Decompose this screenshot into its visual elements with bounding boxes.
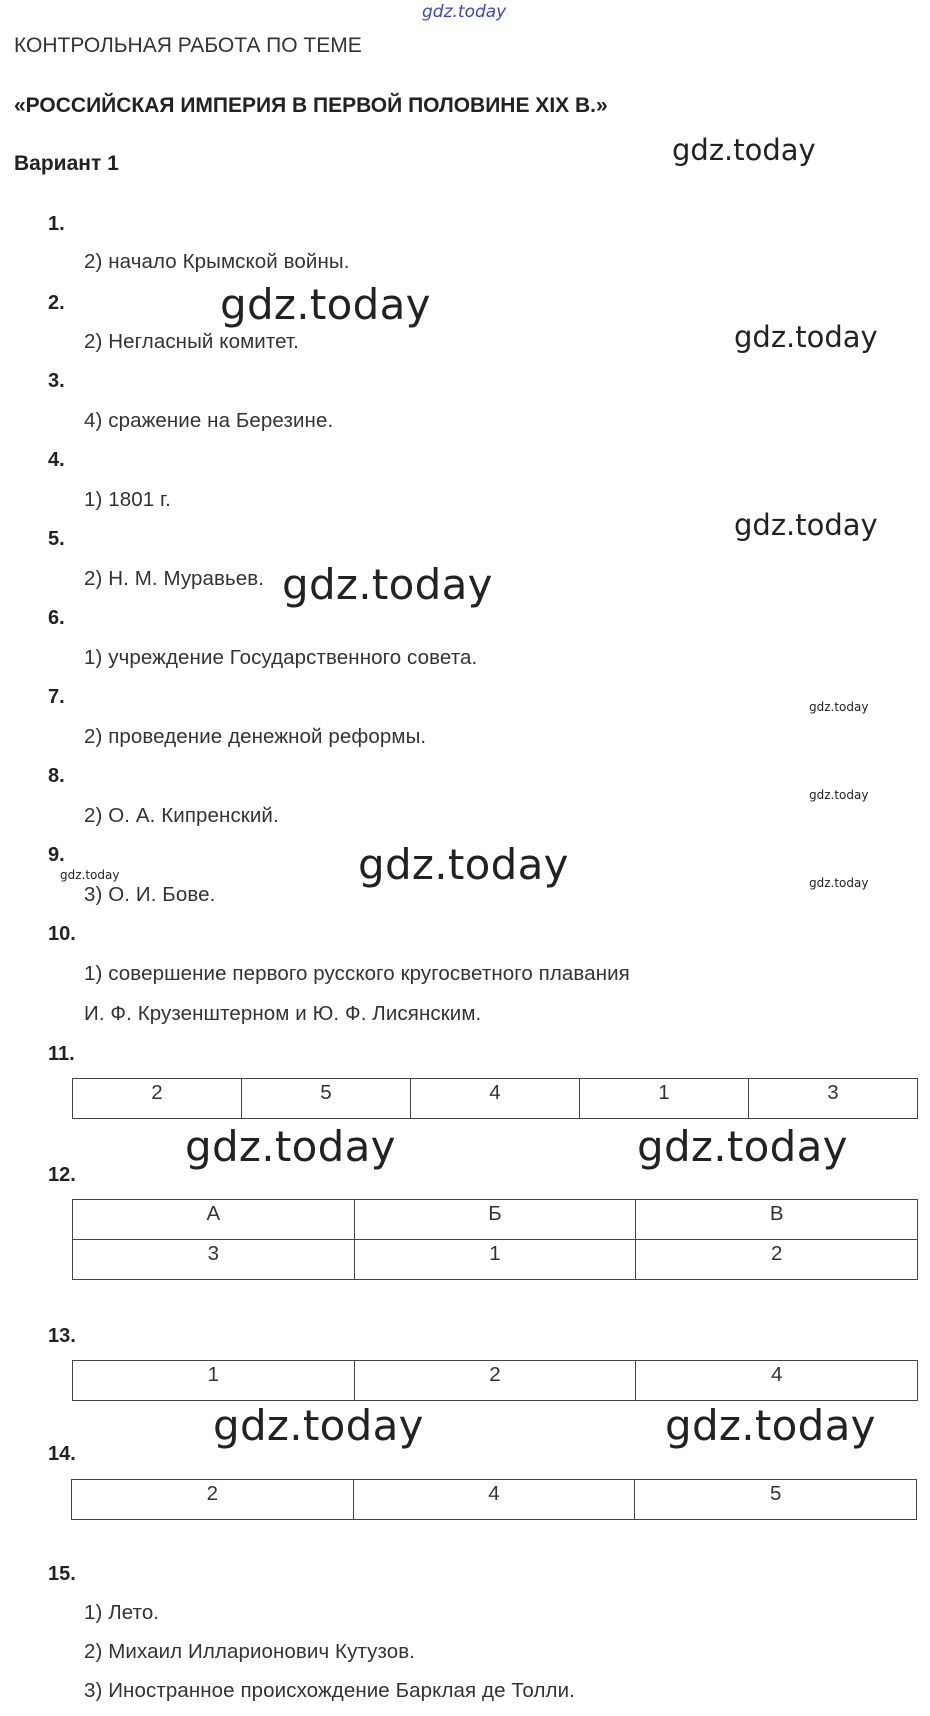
question-answer: 2) начало Крымской войны. xyxy=(84,250,350,273)
question-answer: 1) 1801 г. xyxy=(84,488,171,511)
question-answer-line: 1) совершение первого русского кругосветного плавания xyxy=(84,962,630,985)
watermark: gdz.today xyxy=(422,2,507,22)
question-number: 9. xyxy=(48,844,65,866)
question-number: 10. xyxy=(48,923,76,945)
question-answer: 4) сражение на Березине. xyxy=(84,409,334,432)
watermark: gdz.today xyxy=(220,280,431,329)
table-cell: 4 xyxy=(411,1079,580,1119)
question-answer-line: И. Ф. Крузенштерном и Ю. Ф. Лисянским. xyxy=(84,1002,482,1025)
table-cell: В xyxy=(636,1200,918,1240)
question-answer: 1) учреждение Государственного совета. xyxy=(84,646,478,669)
question-answer: 2) О. А. Кипренский. xyxy=(84,804,279,827)
table-cell: 1 xyxy=(580,1079,749,1119)
watermark: gdz.today xyxy=(637,1122,848,1171)
answer-table xyxy=(71,1479,917,1520)
table-cell: 4 xyxy=(353,1480,635,1520)
question-number: 3. xyxy=(48,370,65,392)
table-cell: 2 xyxy=(636,1240,918,1280)
watermark: gdz.today xyxy=(734,320,878,354)
table-cell: 2 xyxy=(72,1480,354,1520)
question-answer: 3) О. И. Бове. xyxy=(84,883,216,906)
question-number: 1. xyxy=(48,213,65,235)
question-number: 11. xyxy=(48,1043,75,1065)
question-number: 13. xyxy=(48,1325,76,1347)
table-cell: 2 xyxy=(354,1361,636,1401)
table-cell: 5 xyxy=(242,1079,411,1119)
question-number: 6. xyxy=(48,607,65,629)
page-title: «РОССИЙСКАЯ ИМПЕРИЯ В ПЕРВОЙ ПОЛОВИНЕ XIX В.» xyxy=(14,94,608,117)
question-number: 15. xyxy=(48,1563,76,1585)
table-cell: 1 xyxy=(73,1361,355,1401)
question-answer-line: 2) Михаил Илларионович Кутузов. xyxy=(84,1640,416,1663)
table-cell: А xyxy=(73,1200,355,1240)
watermark: gdz.today xyxy=(213,1401,424,1450)
answer-table xyxy=(72,1360,918,1401)
question-number: 5. xyxy=(48,528,65,550)
watermark: gdz.today xyxy=(60,868,120,882)
question-number: 12. xyxy=(48,1164,76,1186)
question-number: 4. xyxy=(48,449,65,471)
table-cell: 2 xyxy=(73,1079,242,1119)
watermark: gdz.today xyxy=(809,700,869,714)
question-number: 8. xyxy=(48,765,65,787)
watermark: gdz.today xyxy=(809,876,869,890)
watermark: gdz.today xyxy=(809,788,869,802)
question-number: 7. xyxy=(48,686,65,708)
answer-table xyxy=(72,1078,918,1119)
question-answer: 2) проведение денежной реформы. xyxy=(84,725,427,748)
table-cell: 1 xyxy=(354,1240,636,1280)
answer-table xyxy=(72,1199,918,1280)
question-answer: 2) Н. М. Муравьев. xyxy=(84,567,265,590)
variant-label: Вариант 1 xyxy=(14,152,119,175)
watermark: gdz.today xyxy=(734,508,878,542)
table-cell: 3 xyxy=(73,1240,355,1280)
watermark: gdz.today xyxy=(185,1122,396,1171)
table-cell: Б xyxy=(354,1200,636,1240)
question-number: 2. xyxy=(48,292,65,314)
table-cell: 4 xyxy=(636,1361,918,1401)
watermark: gdz.today xyxy=(358,840,569,889)
watermark: gdz.today xyxy=(672,133,816,167)
question-answer-line: 3) Иностранное происхождение Барклая де Толли. xyxy=(84,1679,575,1702)
question-answer: 2) Негласный комитет. xyxy=(84,330,299,353)
question-number: 14. xyxy=(48,1443,76,1465)
watermark: gdz.today xyxy=(665,1401,876,1450)
table-cell: 3 xyxy=(749,1079,918,1119)
question-answer-line: 1) Лето. xyxy=(84,1601,160,1624)
topic-line: КОНТРОЛЬНАЯ РАБОТА ПО ТЕМЕ xyxy=(14,34,362,57)
table-cell: 5 xyxy=(635,1480,917,1520)
watermark: gdz.today xyxy=(282,560,493,609)
